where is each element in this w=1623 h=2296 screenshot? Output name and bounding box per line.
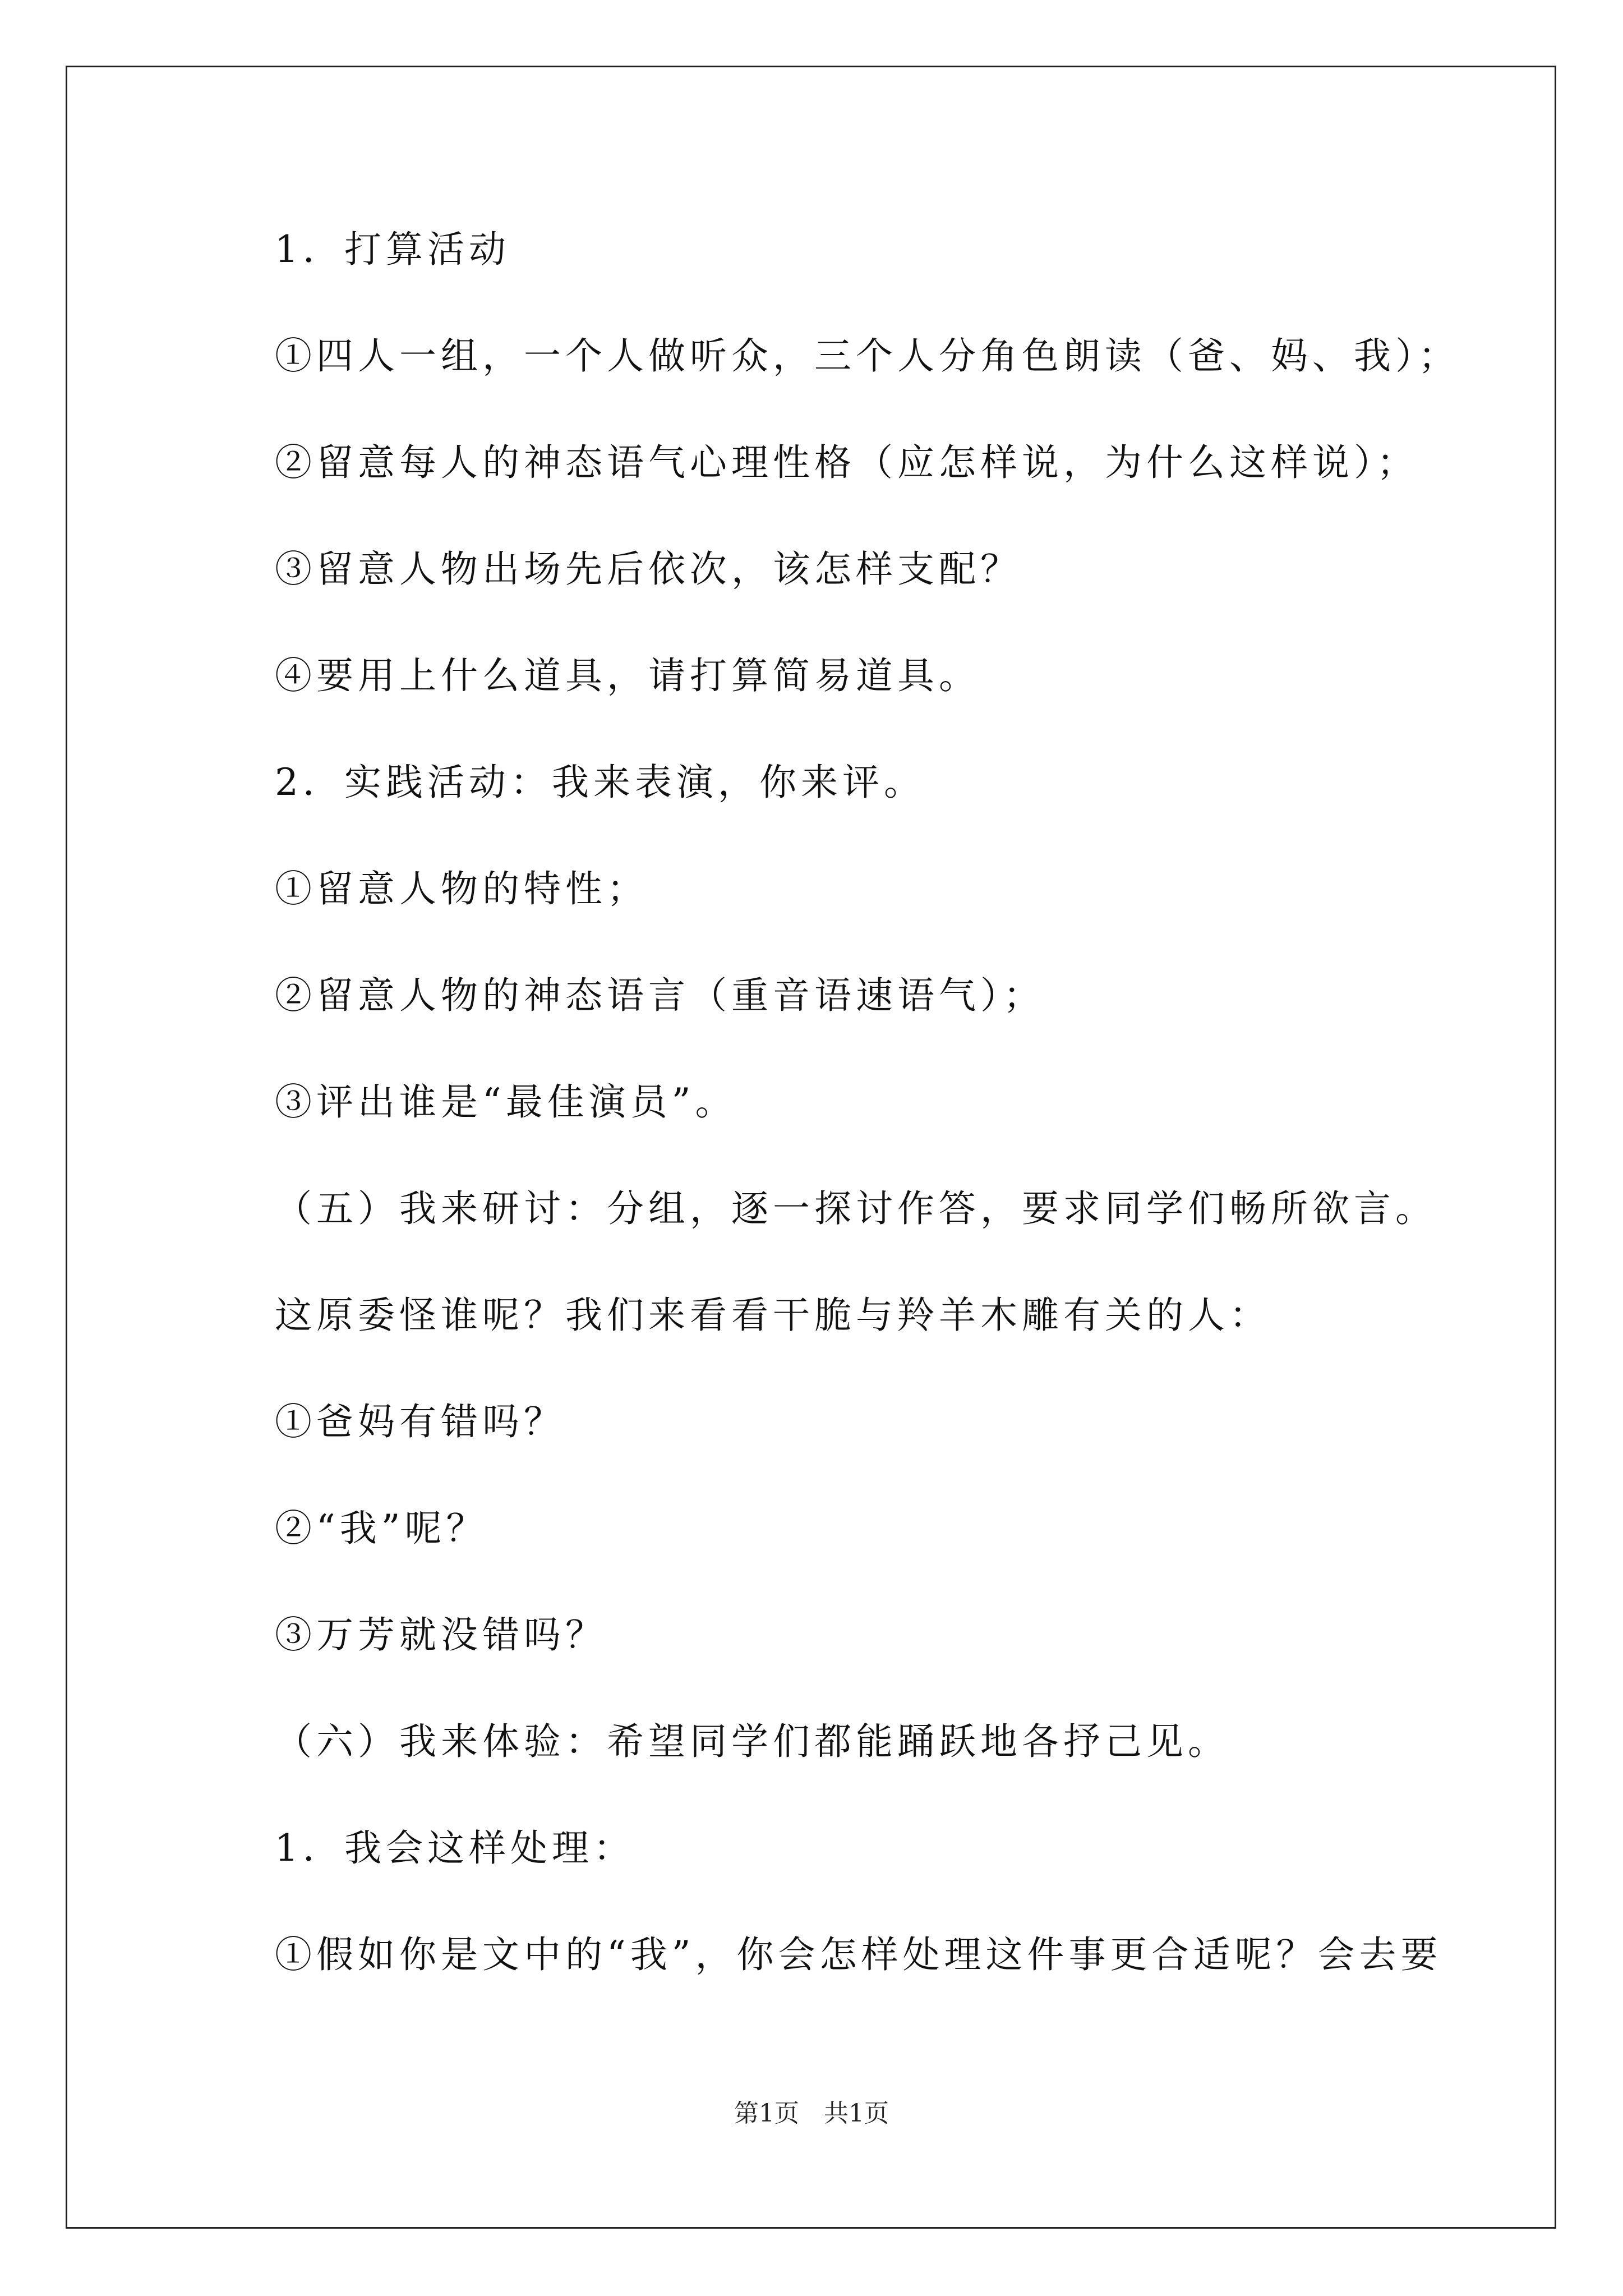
text-line: ②“我”呢？ xyxy=(275,1507,488,1550)
text-line: （六）我来体验：希望同学们都能踊跃地各抒己见。 xyxy=(275,1720,1229,1763)
text-line: ①四人一组，一个人做听众，三个人分角色朗读（爸、妈、我）； xyxy=(275,334,1460,378)
text-line: ④要用上什么道具，请打算简易道具。 xyxy=(275,654,980,697)
page-border xyxy=(66,66,1556,2229)
text-line: 1．我会这样处理： xyxy=(275,1826,635,1870)
text-line: ②留意人物的神态语言（重音语速语气）； xyxy=(275,974,1045,1017)
page-footer: 第1页 共1页 xyxy=(734,2099,889,2128)
text-line: ③评出谁是“最佳演员”。 xyxy=(275,1080,737,1124)
text-line: ②留意每人的神态语气心理性格（应怎样说，为什么这样说）； xyxy=(275,441,1418,484)
text-line: ③留意人物出场先后依次，该怎样支配？ xyxy=(275,547,1022,591)
text-line: ①留意人物的特性； xyxy=(275,867,648,910)
text-line: ③万芳就没错吗？ xyxy=(275,1613,607,1657)
text-line: （五）我来研讨：分组，逐一探讨作答，要求同学们畅所欲言。 xyxy=(275,1187,1437,1230)
text-line: 这原委怪谁呢？我们来看看干脆与羚羊木雕有关的人： xyxy=(275,1294,1271,1337)
text-line: ①假如你是文中的“我”，你会怎样处理这件事更合适呢？会去要 xyxy=(275,1933,1442,1976)
text-line: 2．实践活动：我来表演，你来评。 xyxy=(275,761,925,804)
text-line: ①爸妈有错吗？ xyxy=(275,1400,565,1443)
text-line: 1．打算活动 xyxy=(275,228,510,271)
